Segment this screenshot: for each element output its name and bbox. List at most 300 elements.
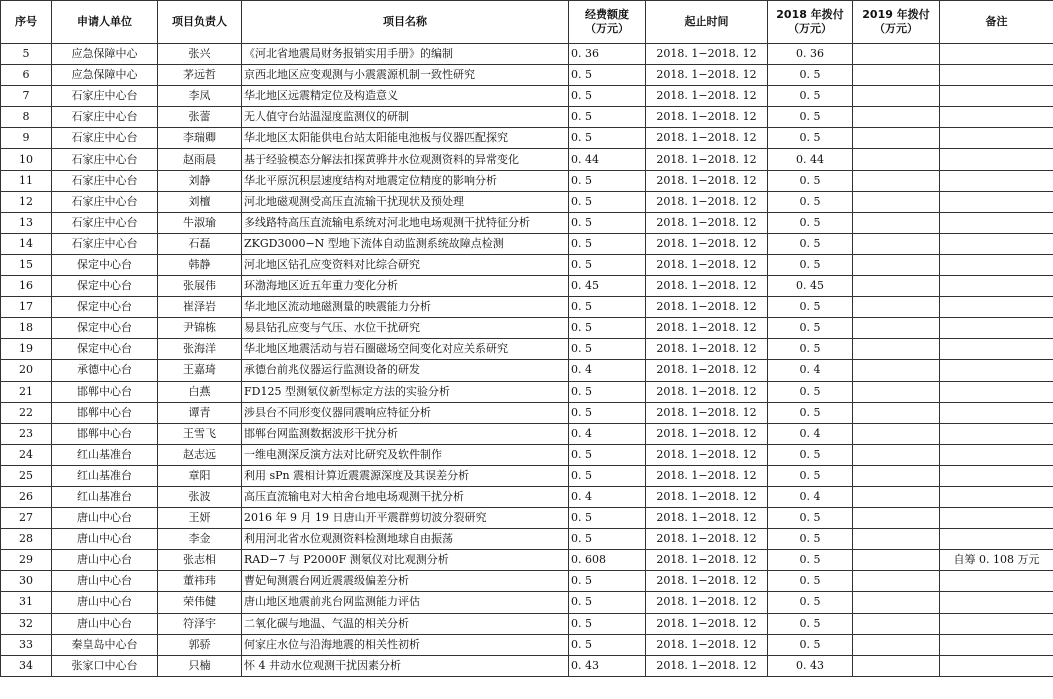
- cell-pay-2018: 0. 43: [768, 655, 853, 676]
- cell-amount: 0. 5: [569, 465, 646, 486]
- cell-period: 2018. 1−2018. 12: [646, 65, 768, 86]
- cell-unit: 保定中心台: [52, 297, 158, 318]
- cell-project-name: 华北平原沉积层速度结构对地震定位精度的影响分析: [242, 170, 569, 191]
- cell-period: 2018. 1−2018. 12: [646, 149, 768, 170]
- cell-period: 2018. 1−2018. 12: [646, 634, 768, 655]
- cell-pay-2019: [853, 655, 940, 676]
- cell-period: 2018. 1−2018. 12: [646, 486, 768, 507]
- header-pay-2018: 2018 年拨付 （万元）: [768, 1, 853, 44]
- cell-pay-2018: 0. 5: [768, 550, 853, 571]
- table-row: [1, 149, 1053, 170]
- cell-note: [940, 191, 1053, 212]
- cell-amount: 0. 5: [569, 254, 646, 275]
- table-row: [1, 423, 1053, 444]
- cell-note: [940, 128, 1053, 149]
- cell-project-name: FD125 型测氡仪新型标定方法的实验分析: [242, 381, 569, 402]
- cell-note: [940, 233, 1053, 254]
- cell-unit: 保定中心台: [52, 339, 158, 360]
- cell-project-name: 河北地区钻孔应变资料对比综合研究: [242, 254, 569, 275]
- cell-seq: 18: [1, 318, 52, 339]
- cell-pay-2019: [853, 128, 940, 149]
- cell-seq: 27: [1, 508, 52, 529]
- cell-seq: 13: [1, 212, 52, 233]
- cell-project-name: 华北地区远震精定位及构造意义: [242, 86, 569, 107]
- cell-project-name: 无人值守台站温湿度监测仪的研制: [242, 107, 569, 128]
- cell-leader: 只楠: [158, 655, 242, 676]
- table-row: [1, 107, 1053, 128]
- cell-pay-2018: 0. 45: [768, 276, 853, 297]
- table-row: [1, 254, 1053, 275]
- cell-seq: 9: [1, 128, 52, 149]
- cell-unit: 保定中心台: [52, 276, 158, 297]
- cell-pay-2019: [853, 634, 940, 655]
- cell-period: 2018. 1−2018. 12: [646, 254, 768, 275]
- cell-amount: 0. 5: [569, 508, 646, 529]
- cell-pay-2019: [853, 297, 940, 318]
- cell-period: 2018. 1−2018. 12: [646, 318, 768, 339]
- cell-project-name: 环渤海地区近五年重力变化分析: [242, 276, 569, 297]
- cell-amount: 0. 5: [569, 170, 646, 191]
- cell-period: 2018. 1−2018. 12: [646, 191, 768, 212]
- cell-pay-2018: 0. 44: [768, 149, 853, 170]
- table-row: [1, 550, 1053, 571]
- table-row: [1, 318, 1053, 339]
- cell-amount: 0. 4: [569, 486, 646, 507]
- cell-project-name: 邯郸台网监测数据波形干扰分析: [242, 423, 569, 444]
- table-row: [1, 297, 1053, 318]
- cell-pay-2018: 0. 5: [768, 444, 853, 465]
- cell-leader: 白燕: [158, 381, 242, 402]
- cell-leader: 王妍: [158, 508, 242, 529]
- header-pay-2019: 2019 年拨付 （万元）: [853, 1, 940, 44]
- cell-leader: 刘静: [158, 170, 242, 191]
- cell-leader: 郭骄: [158, 634, 242, 655]
- cell-pay-2018: 0. 5: [768, 465, 853, 486]
- cell-pay-2018: 0. 5: [768, 592, 853, 613]
- cell-pay-2018: 0. 5: [768, 254, 853, 275]
- cell-note: [940, 254, 1053, 275]
- cell-leader: 张志相: [158, 550, 242, 571]
- cell-seq: 34: [1, 655, 52, 676]
- cell-unit: 应急保障中心: [52, 44, 158, 65]
- header-project-name: 项目名称: [242, 1, 569, 44]
- cell-pay-2018: 0. 5: [768, 339, 853, 360]
- header-row: [1, 1, 1053, 44]
- cell-seq: 29: [1, 550, 52, 571]
- cell-unit: 唐山中心台: [52, 613, 158, 634]
- cell-unit: 红山基准台: [52, 486, 158, 507]
- cell-leader: 刘檀: [158, 191, 242, 212]
- cell-seq: 21: [1, 381, 52, 402]
- table-row: [1, 592, 1053, 613]
- cell-pay-2018: 0. 5: [768, 65, 853, 86]
- table-row: [1, 276, 1053, 297]
- cell-pay-2018: 0. 5: [768, 128, 853, 149]
- cell-pay-2019: [853, 529, 940, 550]
- cell-pay-2019: [853, 423, 940, 444]
- cell-note: [940, 529, 1053, 550]
- cell-period: 2018. 1−2018. 12: [646, 402, 768, 423]
- cell-pay-2018: 0. 5: [768, 212, 853, 233]
- cell-pay-2018: 0. 5: [768, 381, 853, 402]
- cell-project-name: 2016 年 9 月 19 日唐山开平震群剪切波分裂研究: [242, 508, 569, 529]
- table-row: [1, 529, 1053, 550]
- table-row: [1, 508, 1053, 529]
- cell-amount: 0. 5: [569, 571, 646, 592]
- cell-unit: 唐山中心台: [52, 571, 158, 592]
- cell-leader: 李金: [158, 529, 242, 550]
- cell-pay-2018: 0. 5: [768, 318, 853, 339]
- cell-pay-2019: [853, 149, 940, 170]
- cell-pay-2019: [853, 571, 940, 592]
- cell-pay-2018: 0. 5: [768, 170, 853, 191]
- table-row: [1, 444, 1053, 465]
- cell-leader: 张海洋: [158, 339, 242, 360]
- cell-pay-2018: 0. 5: [768, 571, 853, 592]
- cell-amount: 0. 5: [569, 634, 646, 655]
- cell-pay-2019: [853, 508, 940, 529]
- cell-amount: 0. 36: [569, 44, 646, 65]
- cell-amount: 0. 5: [569, 339, 646, 360]
- cell-period: 2018. 1−2018. 12: [646, 170, 768, 191]
- cell-unit: 承德中心台: [52, 360, 158, 381]
- cell-leader: 董祎玮: [158, 571, 242, 592]
- cell-amount: 0. 5: [569, 381, 646, 402]
- cell-amount: 0. 5: [569, 592, 646, 613]
- cell-period: 2018. 1−2018. 12: [646, 339, 768, 360]
- cell-seq: 11: [1, 170, 52, 191]
- cell-project-name: 基于经验模态分解法扣探黄骅井水位观测资料的异常变化: [242, 149, 569, 170]
- cell-period: 2018. 1−2018. 12: [646, 360, 768, 381]
- cell-period: 2018. 1−2018. 12: [646, 613, 768, 634]
- cell-period: 2018. 1−2018. 12: [646, 465, 768, 486]
- cell-period: 2018. 1−2018. 12: [646, 444, 768, 465]
- cell-note: [940, 402, 1053, 423]
- header-note: 备注: [940, 1, 1053, 44]
- cell-note: [940, 65, 1053, 86]
- cell-pay-2019: [853, 212, 940, 233]
- cell-seq: 30: [1, 571, 52, 592]
- cell-pay-2018: 0. 4: [768, 360, 853, 381]
- cell-amount: 0. 4: [569, 423, 646, 444]
- cell-note: [940, 592, 1053, 613]
- cell-unit: 邯郸中心台: [52, 423, 158, 444]
- cell-seq: 5: [1, 44, 52, 65]
- cell-leader: 李凤: [158, 86, 242, 107]
- cell-pay-2018: 0. 5: [768, 529, 853, 550]
- table-row: [1, 486, 1053, 507]
- table-row: [1, 465, 1053, 486]
- cell-unit: 邯郸中心台: [52, 381, 158, 402]
- cell-amount: 0. 5: [569, 107, 646, 128]
- cell-leader: 张展伟: [158, 276, 242, 297]
- cell-amount: 0. 44: [569, 149, 646, 170]
- cell-seq: 6: [1, 65, 52, 86]
- cell-amount: 0. 43: [569, 655, 646, 676]
- cell-note: [940, 634, 1053, 655]
- cell-period: 2018. 1−2018. 12: [646, 86, 768, 107]
- cell-leader: 赵志远: [158, 444, 242, 465]
- cell-project-name: 京西北地区应变观测与小震震源机制一致性研究: [242, 65, 569, 86]
- table-row: [1, 44, 1053, 65]
- cell-note: [940, 107, 1053, 128]
- cell-pay-2019: [853, 486, 940, 507]
- cell-pay-2018: 0. 5: [768, 191, 853, 212]
- cell-note: [940, 318, 1053, 339]
- cell-seq: 12: [1, 191, 52, 212]
- cell-note: [940, 381, 1053, 402]
- header-period: 起止时间: [646, 1, 768, 44]
- cell-note: [940, 276, 1053, 297]
- cell-seq: 28: [1, 529, 52, 550]
- cell-seq: 20: [1, 360, 52, 381]
- header-leader: 项目负责人: [158, 1, 242, 44]
- cell-leader: 章阳: [158, 465, 242, 486]
- cell-project-name: 承德台前兆仪器运行监测设备的研发: [242, 360, 569, 381]
- cell-unit: 唐山中心台: [52, 529, 158, 550]
- cell-leader: 茅远哲: [158, 65, 242, 86]
- table-row: [1, 212, 1053, 233]
- cell-period: 2018. 1−2018. 12: [646, 212, 768, 233]
- cell-seq: 10: [1, 149, 52, 170]
- cell-project-name: 《河北省地震局财务报销实用手册》的编制: [242, 44, 569, 65]
- cell-unit: 石家庄中心台: [52, 170, 158, 191]
- cell-amount: 0. 608: [569, 550, 646, 571]
- cell-seq: 8: [1, 107, 52, 128]
- cell-project-name: ZKGD3000−N 型地下流体自动监测系统故障点检测: [242, 233, 569, 254]
- cell-note: [940, 212, 1053, 233]
- cell-amount: 0. 5: [569, 613, 646, 634]
- cell-period: 2018. 1−2018. 12: [646, 655, 768, 676]
- cell-seq: 33: [1, 634, 52, 655]
- cell-leader: 崔泽岩: [158, 297, 242, 318]
- cell-project-name: 利用 sPn 震相计算近震震源深度及其误差分析: [242, 465, 569, 486]
- table-row: [1, 360, 1053, 381]
- cell-period: 2018. 1−2018. 12: [646, 508, 768, 529]
- cell-pay-2019: [853, 276, 940, 297]
- cell-project-name: 二氧化碳与地温、气温的相关分析: [242, 613, 569, 634]
- cell-seq: 23: [1, 423, 52, 444]
- cell-pay-2018: 0. 5: [768, 233, 853, 254]
- cell-project-name: 何家庄水位与沿海地震的相关性初析: [242, 634, 569, 655]
- cell-pay-2019: [853, 592, 940, 613]
- cell-leader: 赵雨晨: [158, 149, 242, 170]
- table-row: [1, 191, 1053, 212]
- cell-project-name: 涉县台不同形变仪器同震响应特征分析: [242, 402, 569, 423]
- cell-project-name: 怀 4 井动水位观测干扰因素分析: [242, 655, 569, 676]
- cell-pay-2018: 0. 4: [768, 423, 853, 444]
- cell-seq: 17: [1, 297, 52, 318]
- cell-pay-2018: 0. 5: [768, 613, 853, 634]
- table-row: [1, 381, 1053, 402]
- cell-project-name: 多线路特高压直流输电系统对河北地电场观测干扰特征分析: [242, 212, 569, 233]
- cell-unit: 红山基准台: [52, 465, 158, 486]
- cell-seq: 26: [1, 486, 52, 507]
- cell-period: 2018. 1−2018. 12: [646, 571, 768, 592]
- cell-note: [940, 44, 1053, 65]
- cell-amount: 0. 5: [569, 128, 646, 149]
- cell-pay-2019: [853, 444, 940, 465]
- cell-project-name: 高压直流输电对大柏舍台地电场观测干扰分析: [242, 486, 569, 507]
- cell-amount: 0. 4: [569, 360, 646, 381]
- header-seq: 序号: [1, 1, 52, 44]
- cell-project-name: 河北地磁观测受高压直流输干扰现状及预处理: [242, 191, 569, 212]
- cell-period: 2018. 1−2018. 12: [646, 381, 768, 402]
- table-row: [1, 655, 1053, 676]
- cell-unit: 邯郸中心台: [52, 402, 158, 423]
- cell-note: [940, 655, 1053, 676]
- cell-project-name: 曹妃甸测震台网近震震级偏差分析: [242, 571, 569, 592]
- cell-amount: 0. 5: [569, 212, 646, 233]
- cell-leader: 王雪飞: [158, 423, 242, 444]
- cell-pay-2019: [853, 233, 940, 254]
- table-row: [1, 339, 1053, 360]
- table-row: [1, 402, 1053, 423]
- cell-unit: 石家庄中心台: [52, 107, 158, 128]
- cell-note: [940, 360, 1053, 381]
- cell-seq: 14: [1, 233, 52, 254]
- cell-note: [940, 149, 1053, 170]
- cell-seq: 19: [1, 339, 52, 360]
- cell-pay-2018: 0. 5: [768, 86, 853, 107]
- cell-leader: 李瑞卿: [158, 128, 242, 149]
- cell-project-name: 华北地区流动地磁测量的映震能力分析: [242, 297, 569, 318]
- cell-pay-2019: [853, 339, 940, 360]
- cell-unit: 唐山中心台: [52, 550, 158, 571]
- cell-pay-2019: [853, 381, 940, 402]
- cell-pay-2019: [853, 318, 940, 339]
- cell-note: [940, 508, 1053, 529]
- table-row: [1, 128, 1053, 149]
- cell-pay-2018: 0. 5: [768, 508, 853, 529]
- cell-pay-2019: [853, 86, 940, 107]
- cell-period: 2018. 1−2018. 12: [646, 529, 768, 550]
- cell-note: 自筹 0. 108 万元: [940, 550, 1053, 571]
- cell-seq: 31: [1, 592, 52, 613]
- cell-pay-2019: [853, 360, 940, 381]
- header-unit: 申请人单位: [52, 1, 158, 44]
- cell-seq: 22: [1, 402, 52, 423]
- cell-note: [940, 297, 1053, 318]
- cell-project-name: 华北地区地震活动与岩石圈磁场空间变化对应关系研究: [242, 339, 569, 360]
- cell-unit: 唐山中心台: [52, 508, 158, 529]
- cell-note: [940, 571, 1053, 592]
- cell-period: 2018. 1−2018. 12: [646, 107, 768, 128]
- cell-amount: 0. 5: [569, 233, 646, 254]
- cell-period: 2018. 1−2018. 12: [646, 233, 768, 254]
- table-row: [1, 170, 1053, 191]
- cell-unit: 石家庄中心台: [52, 86, 158, 107]
- cell-amount: 0. 5: [569, 297, 646, 318]
- cell-pay-2019: [853, 550, 940, 571]
- cell-leader: 尹锦栋: [158, 318, 242, 339]
- cell-leader: 王嘉琦: [158, 360, 242, 381]
- cell-period: 2018. 1−2018. 12: [646, 550, 768, 571]
- cell-unit: 秦皇岛中心台: [52, 634, 158, 655]
- cell-project-name: 唐山地区地震前兆台网监测能力评估: [242, 592, 569, 613]
- cell-note: [940, 465, 1053, 486]
- cell-leader: 荣伟健: [158, 592, 242, 613]
- cell-unit: 张家口中心台: [52, 655, 158, 676]
- cell-pay-2018: 0. 5: [768, 402, 853, 423]
- cell-note: [940, 339, 1053, 360]
- cell-leader: 张蕾: [158, 107, 242, 128]
- cell-unit: 唐山中心台: [52, 592, 158, 613]
- cell-unit: 红山基准台: [52, 444, 158, 465]
- cell-pay-2019: [853, 65, 940, 86]
- cell-note: [940, 486, 1053, 507]
- cell-pay-2019: [853, 613, 940, 634]
- cell-note: [940, 613, 1053, 634]
- cell-seq: 7: [1, 86, 52, 107]
- cell-leader: 石磊: [158, 233, 242, 254]
- cell-seq: 32: [1, 613, 52, 634]
- cell-note: [940, 423, 1053, 444]
- cell-unit: 石家庄中心台: [52, 149, 158, 170]
- header-amount: 经费额度 （万元）: [569, 1, 646, 44]
- cell-unit: 石家庄中心台: [52, 128, 158, 149]
- table-row: [1, 86, 1053, 107]
- cell-project-name: RAD−7 与 P2000F 测氡仪对比观测分析: [242, 550, 569, 571]
- cell-pay-2019: [853, 254, 940, 275]
- cell-amount: 0. 5: [569, 529, 646, 550]
- cell-period: 2018. 1−2018. 12: [646, 423, 768, 444]
- cell-leader: 符泽宇: [158, 613, 242, 634]
- cell-amount: 0. 5: [569, 86, 646, 107]
- cell-project-name: 一维电测深反演方法对比研究及软件制作: [242, 444, 569, 465]
- cell-unit: 石家庄中心台: [52, 233, 158, 254]
- cell-unit: 保定中心台: [52, 318, 158, 339]
- cell-amount: 0. 45: [569, 276, 646, 297]
- cell-leader: 韩静: [158, 254, 242, 275]
- table-row: [1, 233, 1053, 254]
- cell-period: 2018. 1−2018. 12: [646, 276, 768, 297]
- cell-pay-2018: 0. 36: [768, 44, 853, 65]
- cell-unit: 应急保障中心: [52, 65, 158, 86]
- cell-seq: 25: [1, 465, 52, 486]
- cell-pay-2019: [853, 402, 940, 423]
- cell-seq: 15: [1, 254, 52, 275]
- cell-seq: 24: [1, 444, 52, 465]
- cell-period: 2018. 1−2018. 12: [646, 592, 768, 613]
- table-row: [1, 65, 1053, 86]
- cell-pay-2019: [853, 191, 940, 212]
- cell-project-name: 易县钻孔应变与气压、水位干扰研究: [242, 318, 569, 339]
- cell-pay-2018: 0. 5: [768, 297, 853, 318]
- cell-pay-2018: 0. 5: [768, 107, 853, 128]
- cell-pay-2019: [853, 44, 940, 65]
- table-row: [1, 613, 1053, 634]
- table-row: [1, 634, 1053, 655]
- table-row: [1, 571, 1053, 592]
- cell-leader: 牛淑瑜: [158, 212, 242, 233]
- cell-note: [940, 170, 1053, 191]
- cell-amount: 0. 5: [569, 191, 646, 212]
- cell-note: [940, 86, 1053, 107]
- cell-seq: 16: [1, 276, 52, 297]
- cell-leader: 张兴: [158, 44, 242, 65]
- cell-project-name: 利用河北省水位观测资料检测地球自由振荡: [242, 529, 569, 550]
- cell-pay-2018: 0. 4: [768, 486, 853, 507]
- cell-amount: 0. 5: [569, 318, 646, 339]
- cell-period: 2018. 1−2018. 12: [646, 128, 768, 149]
- cell-note: [940, 444, 1053, 465]
- cell-period: 2018. 1−2018. 12: [646, 297, 768, 318]
- cell-pay-2019: [853, 107, 940, 128]
- cell-unit: 保定中心台: [52, 254, 158, 275]
- cell-unit: 石家庄中心台: [52, 191, 158, 212]
- cell-pay-2018: 0. 5: [768, 634, 853, 655]
